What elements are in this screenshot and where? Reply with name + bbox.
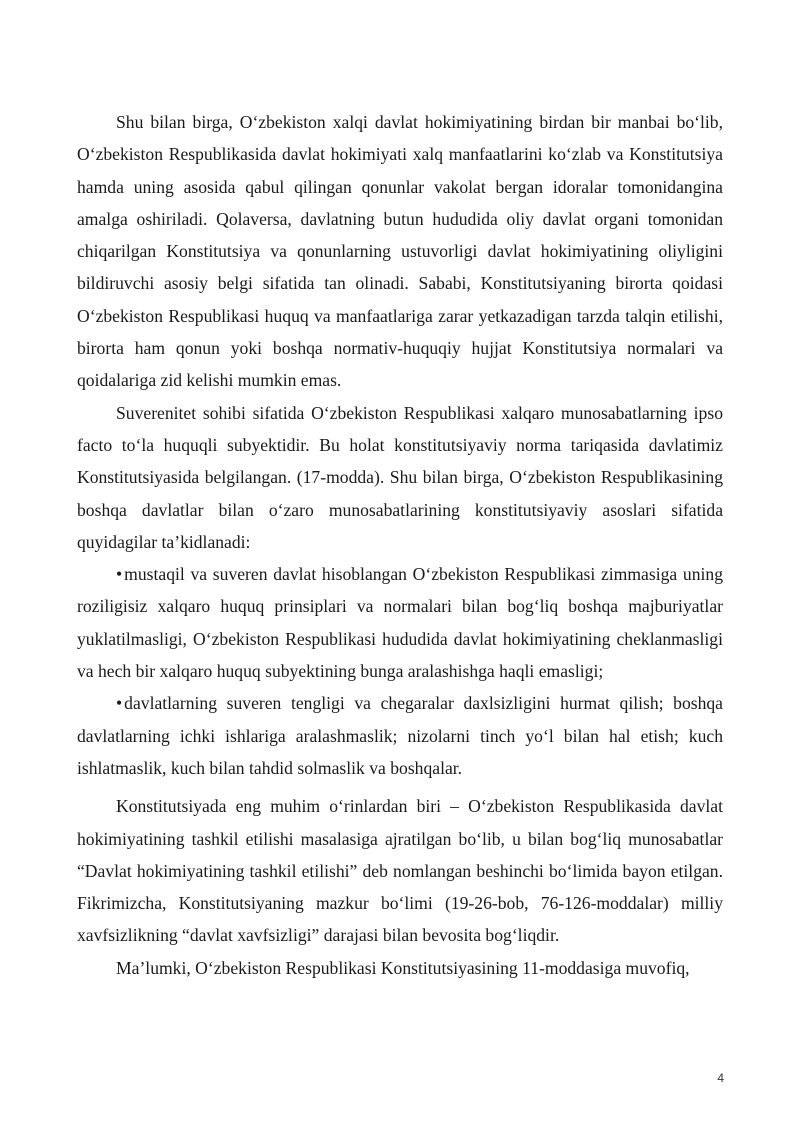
document-body [77,106,723,984]
bullet-item-1-text: mustaqil va suveren davlat hisoblangan O‘zbekiston Respublikasi zimmasiga uning roziligisiz xalqaro huquq prinsiplari va normalari bilan bog‘liq boshqa majburiyatlar yuklatilmasligi, O‘zbekiston Respublikasi hududida davlat hokimiyatining cheklanmasligi va hech bir xalqaro huquq subyektining bunga aralashishga haqli emasligi; [77,564,723,682]
paragraph-1: Shu bilan birga, O‘zbekiston xalqi davlat hokimiyatining birdan bir manbai bo‘lib, O‘zbekiston Respublikasida davlat hokimiyati xalq manfaatlarini ko‘zlab va Konstitutsiya hamda uning asosida qabul qilingan qonunlar vakolat bergan idoralar tomonidangina amalga oshiriladi. Qolaversa, davlatning butun hududida oliy davlat organi tomonidan chiqarilgan Konstitutsiya va qonunlarning ustuvorligi davlat hokimiyatining oliyligini bildiruvchi asosiy belgi sifatida tan olinadi. Sababi, Konstitutsiyaning birorta qoidasi O‘zbekiston Respublikasi huquq va manfaatlariga zarar yetkazadigan tarzda talqin etilishi, birorta ham qonun yoki boshqa normativ-huquqiy hujjat Konstitutsiya normalari va qoidalariga zid kelishi mumkin emas. [77,112,723,391]
bullet-icon: • [116,564,123,585]
paragraph-2: Suverenitet sohibi sifatida O‘zbekiston Respublikasi xalqaro munosabatlarning ipso facto to‘la huquqli subyektidir. Bu holat konstitutsiyaviy norma tariqasida davlatimiz Konstitutsiyasida belgilangan. (17-modda). Shu bilan birga, O‘zbekiston Respublikasining boshqa davlatlar bilan o‘zaro munosabatlarining konstitutsiyaviy asoslari sifatida quyidagilar ta’kidlanadi: [77,402,723,552]
bullet-item-2-text: davlatlarning suveren tengligi va chegaralar daxlsizligini hurmat qilish; boshqa davlatlarning ichki ishlariga aralashmaslik; nizolarni tinch yo‘l bilan hal etish; kuch ishlatmaslik, kuch bilan tahdid solmaslik va boshqalar. [77,693,723,778]
paragraph-3: Konstitutsiyada eng muhim o‘rinlardan biri – O‘zbekiston Respublikasida davlat hokimiyatining tashkil etilishi masalasiga ajratilgan bo‘lib, u bilan bog‘liq munosabatlar “Davlat hokimiyatining tashkil etilishi” deb nomlangan beshinchi bo‘limida bayon etilgan. Fikrimizcha, Konstitutsiyaning mazkur bo‘limi (19-26-bob, 76-126-moddalar) milliy xavfsizlikning “davlat xavfsizligi” darajasi bilan bevosita bog‘liqdir. [77,796,723,946]
bullet-item-1 [77,558,723,687]
paragraph-4: Ma’lumki, O‘zbekiston Respublikasi Konstitutsiyasining 11-moddasiga muvofiq, [116,957,690,978]
bullet-item-2 [77,687,723,784]
page-number: 4 [717,1071,724,1085]
bullet-icon: • [116,693,123,714]
